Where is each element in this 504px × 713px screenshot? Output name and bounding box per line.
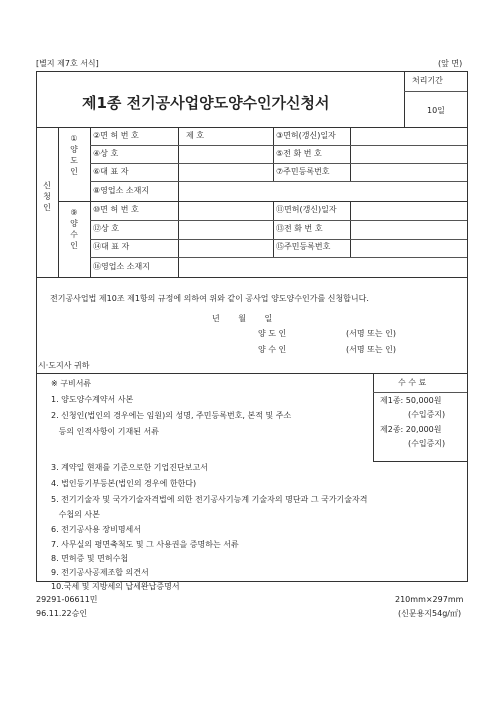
transferor-resident-no-label: ⑦주민등록번호	[276, 167, 330, 176]
transferor-license-date-label: ③면허(갱신)일자	[276, 131, 336, 140]
form-number: [별지 제7호 서식]	[36, 59, 99, 68]
transferor-representative-label: ⑥대 표 자	[93, 167, 129, 176]
document-item: 5. 전기기술자 및 국가기술자격법에 의한 전기공사기능계 기술자의 명단과 그 국가기술자격	[51, 495, 368, 504]
fee-line: 제1종: 50,000원	[380, 396, 442, 405]
document-item: 8. 면허증 및 면허수첩	[51, 554, 129, 563]
processing-period-label: 처리기간	[412, 76, 443, 85]
document-item: 등의 인적사항이 기재된 서류	[51, 427, 159, 436]
form-title: 제1종 전기공사업양도양수인가신청서	[82, 94, 330, 112]
footer-paper-size: 210mm×297mm	[395, 595, 464, 604]
transferor-label: ① 양 도 인	[70, 134, 78, 176]
document-item: 수첩의 사본	[51, 510, 100, 519]
transferee-resident-no-label: ⑮주민등록번호	[276, 242, 331, 251]
transferee-signature-field[interactable]: (서명 또는 인)	[346, 345, 396, 354]
documents-header: ※ 구비서류	[51, 379, 92, 388]
transferee-license-no-label: ⑩면 허 번 호	[93, 205, 139, 214]
transferor-phone-label: ⑤전 화 번 호	[276, 149, 322, 158]
footer-paper-type: (신문용지54g/㎡)	[398, 609, 462, 618]
applicant-label: 신 청 인	[43, 181, 51, 212]
transferor-trade-name-label: ④상 호	[93, 149, 119, 158]
transferor-office-address-label: ⑧영업소 소재지	[93, 186, 150, 195]
transferee-signer-label: 양 수 인	[258, 345, 287, 354]
application-statement: 전기공사업법 제10조 제1항의 규정에 의하여 위와 같이 공사업 양도양수인가를 신청합니다.	[50, 294, 369, 303]
transferee-representative-label: ⑭대 표 자	[93, 242, 130, 251]
processing-period-value: 10일	[427, 106, 445, 115]
transferee-office-address-label: ⑯영업소 소재지	[93, 262, 150, 271]
footer-code: 29291-06611민	[36, 595, 98, 604]
document-item: 7. 사무실의 평면축척도 및 그 사용권을 증명하는 서류	[51, 540, 239, 549]
transferee-phone-label: ⑬전 화 번 호	[276, 224, 323, 233]
page-side-label: (앞 면)	[438, 59, 463, 68]
document-item: 6. 전기공사용 장비명세서	[51, 525, 141, 534]
fee-label: 수 수 료	[398, 378, 427, 387]
document-item: 4. 법인등기부등본(법인의 경우에 한한다)	[51, 479, 197, 488]
fee-line: (수입증지)	[408, 410, 446, 419]
document-item: 1. 양도양수계약서 사본	[51, 395, 134, 404]
transferee-trade-name-label: ⑫상 호	[93, 224, 119, 233]
transferee-label: ⑨ 양 수 인	[70, 208, 78, 250]
document-item: 2. 신청인(법인의 경우에는 임원)의 성명, 주민등록번호, 본적 및 주소	[51, 411, 292, 420]
fee-line: 제2종: 20,000원	[380, 425, 442, 434]
document-item: 3. 계약일 현재를 기준으로한 기업진단보고서	[51, 463, 208, 472]
date-line[interactable]: 년 월 일	[212, 314, 273, 323]
transferor-signature-field[interactable]: (서명 또는 인)	[346, 329, 396, 338]
transferor-license-no-label: ②면 허 번 호	[93, 131, 139, 140]
transferee-license-date-label: ⑪면허(갱신)일자	[276, 205, 337, 214]
document-item: 9. 전기공사공제조합 의견서	[51, 568, 149, 577]
transferor-license-no-field[interactable]: 제 호	[186, 131, 204, 140]
footer-approval: 96.11.22승인	[36, 609, 88, 618]
transferor-signer-label: 양 도 인	[258, 329, 287, 338]
recipient-label: 시·도지사 귀하	[38, 361, 90, 370]
fee-line: (수입증지)	[408, 439, 446, 448]
document-note: 10.국세 및 지방세의 납세완납증명서	[51, 582, 180, 591]
